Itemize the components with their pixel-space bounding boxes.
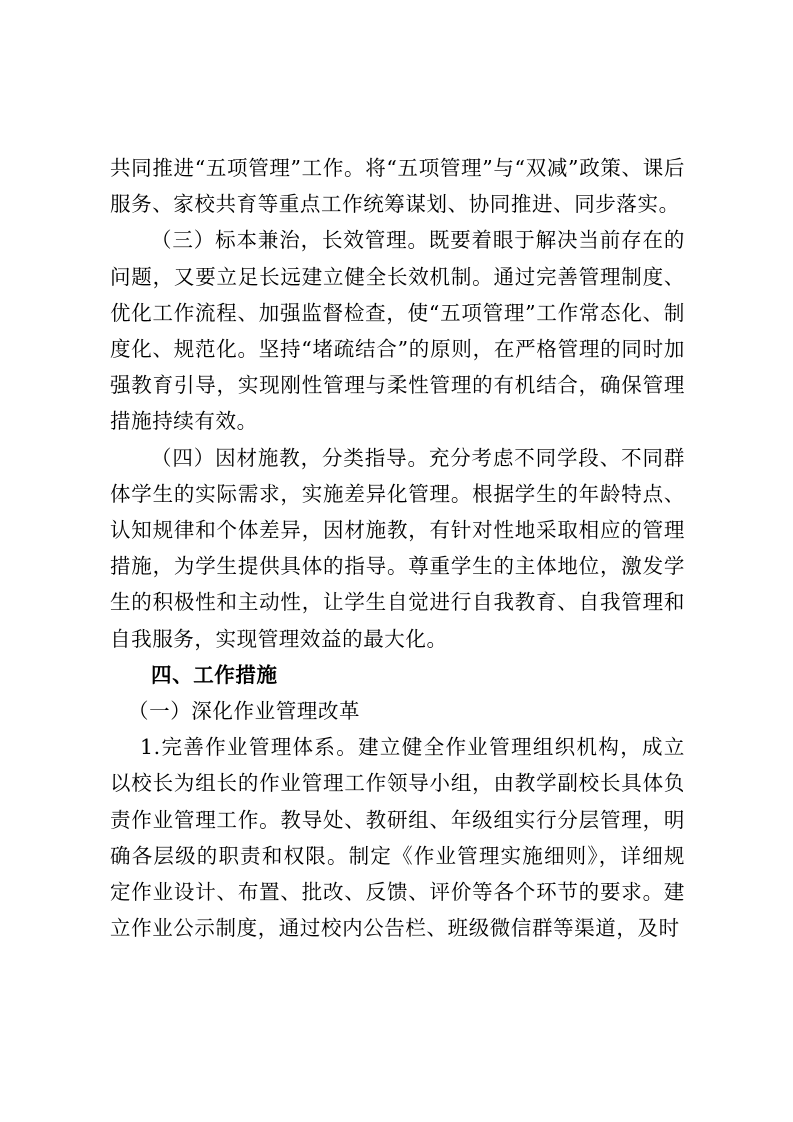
document-page (110, 150, 685, 946)
principle-three-paragraph: （三）标本兼治，长效管理。既要着眼于解决当前存在的问题，又要立足长远建立健全长效机制。通过完善管理制度、优化工作流程、加强监督检查，使“五项管理”工作常态化、制度化、规范化。坚持“堵疏结合”的原则，在严格管理的同时加强教育引导，实现刚性管理与柔性管理的有机结合，确保管理措施持续有效。 (110, 228, 685, 434)
continuation-paragraph: 共同推进“五项管理”工作。将“五项管理”与“双减”政策、课后服务、家校共育等重点工作统筹谋划、协同推进、同步落实。 (110, 156, 685, 217)
subsection-heading: （一）深化作业管理改革 (128, 699, 361, 724)
principle-four-paragraph: （四）因材施教，分类指导。充分考虑不同学段、不同群体学生的实际需求，实施差异化管理。根据学生的年龄特点、认知规律和个体差异，因材施教，有针对性地采取相应的管理措施，为学生提供具体的指导。尊重学生的主体地位，激发学生的积极性和主动性，让学生自觉进行自我教育、自我管理和自我服务，实现管理效益的最大化。 (110, 445, 685, 651)
section-heading: 四、工作措施 (151, 662, 278, 687)
item-one-paragraph: 1.完善作业管理体系。建立健全作业管理组织机构，成立以校长为组长的作业管理工作领导小组，由教学副校长具体负责作业管理工作。教导处、教研组、年级组实行分层管理，明确各层级的职责和权限。制定《作业管理实施细则》，详细规定作业设计、布置、批改、反馈、评价等各个环节的要求。建立作业公示制度，通过校内公告栏、班级微信群等渠道，及时 (110, 735, 685, 941)
